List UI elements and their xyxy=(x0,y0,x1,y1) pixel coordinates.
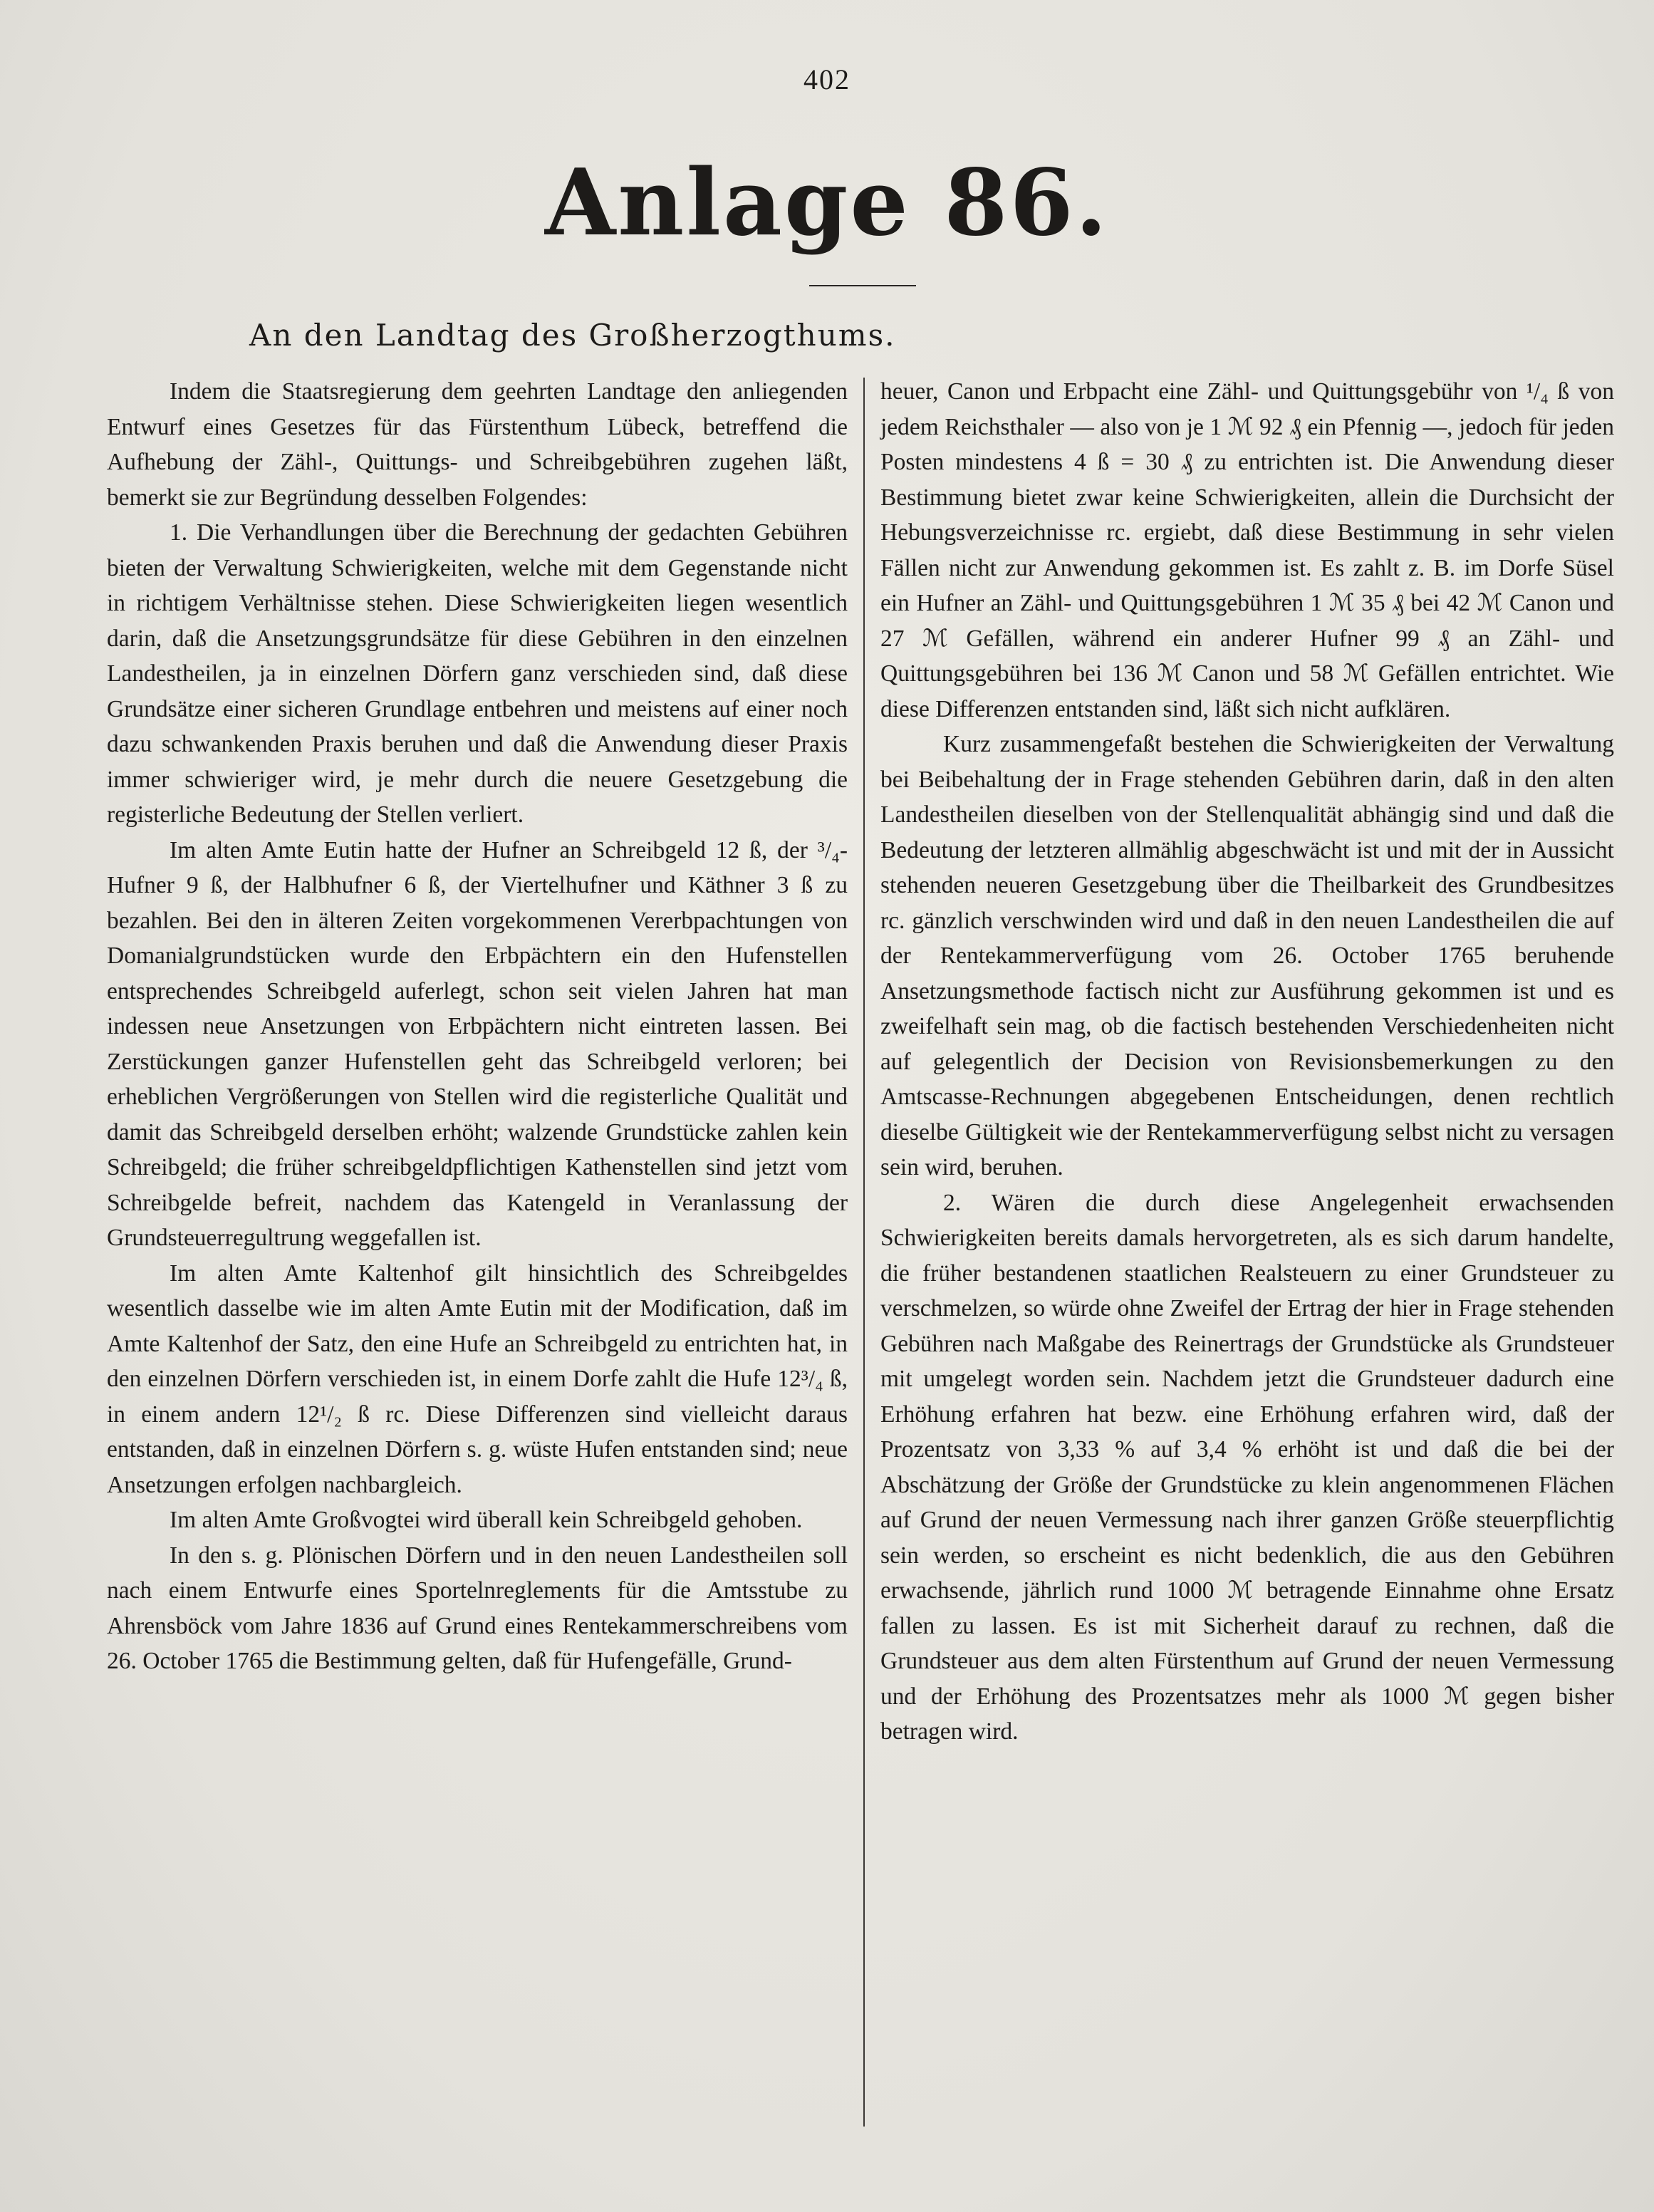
paragraph: In den s. g. Plönischen Dörfern und in den neuen Landestheilen soll nach einem Entwurfe eines Sportelnreglements für die Amtsstube zu Ahrensböck vom Jahre 1836 auf Grund eines Rentekammerschreibens vom 26. October 1765 die Bestimmung gelten, daß für Hufengefälle, Grund- xyxy=(107,1542,848,1674)
paragraph: 1. Die Verhandlungen über die Berechnung der gedachten Gebühren bieten der Verwaltung Schwierigkeiten, welche mit dem Gegenstande nicht in richtigem Verhältnisse stehen. Diese Schwierigkeiten liegen wesentlich darin, daß die Ansetzungsgrundsätze für diese Gebühren in den einzelnen Landestheilen, ja in einzelnen Dörfern ganz verschieden sind, daß diese Grundsätze einer sicheren Grundlage entbehren und meistens auf einer noch dazu schwankenden Praxis beruhen und daß die Anwendung dieser Praxis immer schwieriger wird, je mehr durch die neuere Gesetzgebung die registerliche Bedeutung der Stellen verliert. xyxy=(107,519,848,828)
paragraph: Im alten Amte Kaltenhof gilt hinsichtlich des Schreibgeldes wesentlich dasselbe wie im alten Amte Eutin mit der Modification, daß im Amte Kaltenhof der Satz, den eine Hufe an Schreibgeld zu entrichten hat, in den einzelnen Dörfern verschieden ist, in einem Dorfe zahlt die Hufe 12³/₄ ß, in einem andern 12¹/₂ ß rc. Diese Differenzen sind vielleicht daraus entstanden, daß in einzelnen Dörfern s. g. wüste Hufen entstanden sind; neue Ansetzungen erfolgen nachbargleich. xyxy=(107,1260,848,1498)
paragraph: heuer, Canon und Erbpacht eine Zähl- und Quittungsgebühr von ¹/₄ ß von jedem Reichsthaler — also von je 1 ℳ 92 ₰ ein Pfennig —, jedoch für jeden Posten mindestens 4 ß = 30 ₰ zu entrichten ist. Die Anwendung dieser Bestimmung bietet zwar keine Schwierigkeiten, allein die Durchsicht der Hebungsverzeichnisse rc. ergiebt, daß diese Bestimmung in sehr vielen Fällen nicht zur Anwendung gekommen ist. Es zahlt z. B. im Dorfe Süsel ein Hufner an Zähl- und Quittungsgebühren 1 ℳ 35 ₰ bei 42 ℳ Canon und 27 ℳ Gefällen, während ein anderer Hufner 99 ₰ an Zähl- und Quittungsgebühren bei 136 ℳ Canon und 58 ℳ Gefällen entrichtet. Wie diese Differenzen entstanden sind, läßt sich nicht aufklären. xyxy=(880,378,1614,722)
paragraph: Kurz zusammengefaßt bestehen die Schwierigkeiten der Verwaltung bei Beibehaltung der in Frage stehenden Gebühren darin, daß in den alten Landestheilen dieselben von der Stellenqualität abhängig sind und daß die Bedeutung der letzteren allmählig abgeschwächt ist und mit der in Aussicht stehenden neueren Gesetzgebung über die Theilbarkeit des Grundbesitzes rc. gänzlich verschwinden wird und daß in den neuen Landestheilen die auf der Rentekammerverfügung vom 26. October 1765 beruhende Ansetzungsmethode factisch nicht zur Ausführung gekommen ist und es zweifelhaft sein mag, ob die factisch bestehenden Verschiedenheiten nicht auf gelegentlich der Decision von Revisionsbemerkungen zu den Amtscasse-Rechnungen abgegebenen Entscheidungen, denen rechtlich dieselbe Gültigkeit wie der Rentekammerverfügung selbst nicht zu versagen sein wird, beruhen. xyxy=(880,731,1614,1180)
page-number: 402 xyxy=(803,63,851,95)
annex-title: Anlage 86. xyxy=(544,150,1110,256)
paragraph: Indem die Staatsregierung dem geehrten Landtage den anliegenden Entwurf eines Gesetzes für das Fürstenthum Lübeck, betreffend die Aufhebung der Zähl-, Quittungs- und Schreibgebühren zugehen läßt, bemerkt sie zur Begründung desselben Folgendes: xyxy=(107,378,848,511)
paragraph: Im alten Amte Großvogtei wird überall kein Schreibgeld gehoben. xyxy=(170,1507,803,1533)
salutation-heading: An den Landtag des Großherzogthums. xyxy=(249,318,896,353)
right-text-column xyxy=(880,374,1614,1750)
paragraph: 2. Wären die durch diese Angelegenheit erwachsenden Schwierigkeiten bereits damals hervorgetreten, als es sich darum handelte, die früher bestandenen staatlichen Realsteuern zu einer Grundsteuer zu verschmelzen, so würde ohne Zweifel der Ertrag der hier in Frage stehenden Gebühren nach Maßgabe des Reinertrags der Grundstücke als Grundsteuer mit umgelegt worden sein. Nachdem jetzt die Grundsteuer dadurch eine Erhöhung erfahren hat bezw. eine Erhöhung erfahren wird, daß der Prozentsatz von 3,33 % auf 3,4 % erhöht ist und daß die bei der Abschätzung der Größe der Grundstücke zu klein angenommenen Flächen auf Grund der neuen Vermessung nach ihrer ganzen Größe steuerpflichtig sein werden, so erscheint es nicht bedenklich, die aus den Gebühren erwachsende, jährlich rund 1000 ℳ betragende Einnahme ohne Ersatz fallen zu lassen. Es ist mit Sicherheit darauf zu rechnen, daß die Grundsteuer aus dem alten Fürstenthum auf Grund der neuen Vermessung und der Erhöhung des Prozentsatzes mehr als 1000 ℳ gegen bisher betragen wird. xyxy=(880,1189,1614,1745)
left-text-column xyxy=(107,374,848,1679)
paragraph: Im alten Amte Eutin hatte der Hufner an Schreibgeld 12 ß, der ³/₄-Hufner 9 ß, der Halbhufner 6 ß, der Viertelhufner und Käthner 3 ß zu bezahlen. Bei den in älteren Zeiten vorgekommenen Vererbpachtungen von Domanialgrundstücken wurde den Erbpächtern ein den Hufenstellen entsprechendes Schreibgeld auferlegt, schon seit vielen Jahren hat man indessen neue Ansetzungen von Erbpächtern nicht eintreten lassen. Bei Zerstückungen ganzer Hufenstellen geht das Schreibgeld verloren; bei erheblichen Vergrößerungen von Stellen wird die registerliche Qualität und damit das Schreibgeld derselben erhöht; walzende Grundstücke zahlen kein Schreibgeld; die früher schreibgeldpflichtigen Kathenstellen sind jetzt vom Schreibgelde befreit, nachdem das Katengeld in Veranlassung der Grundsteuerregultrung weggefallen ist. xyxy=(107,836,848,1251)
title-divider xyxy=(809,285,916,286)
column-divider xyxy=(863,378,865,2127)
